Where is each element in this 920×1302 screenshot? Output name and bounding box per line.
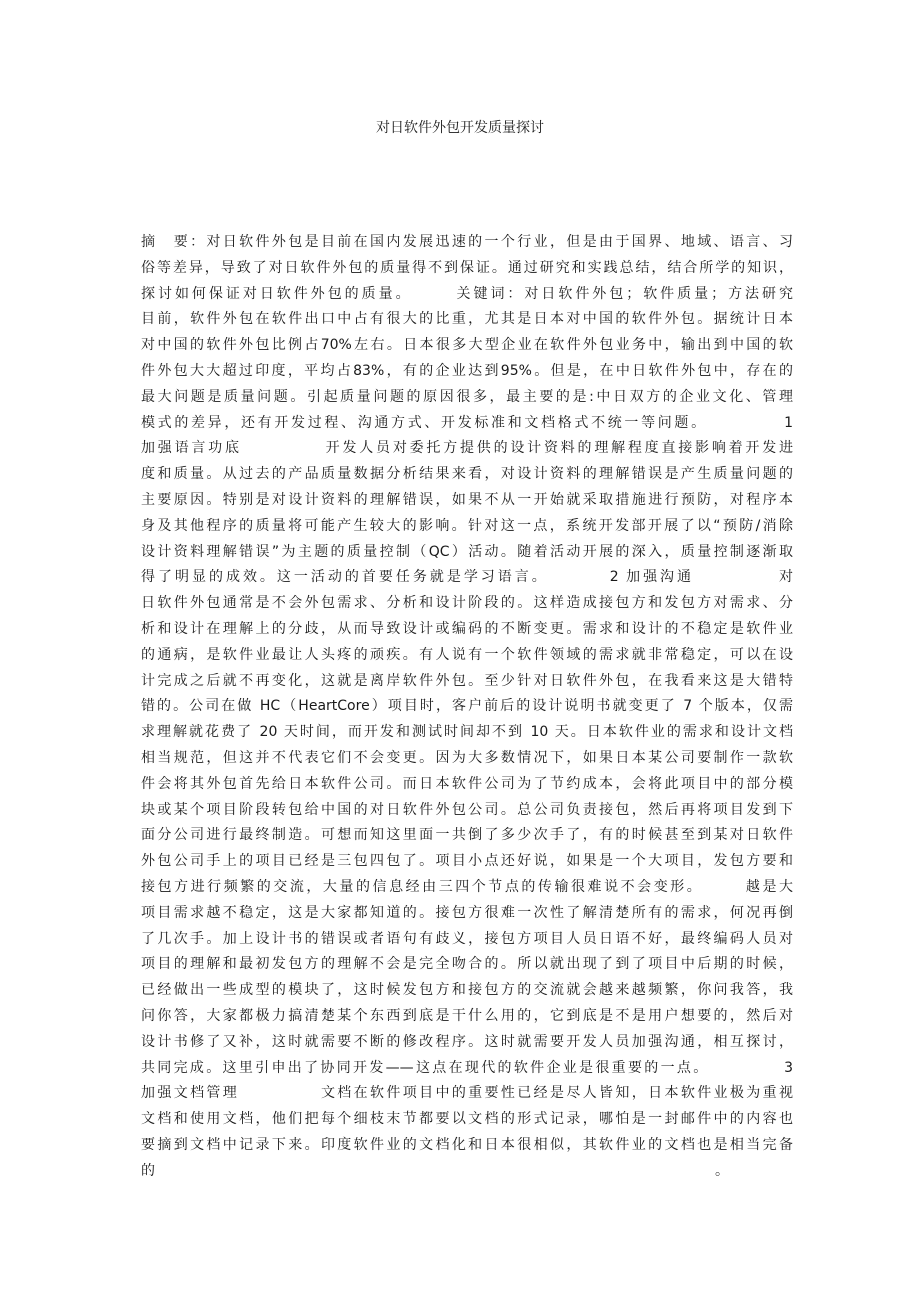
body-text-line: 件外包大大超过印度，平均占83%，有的企业达到95%。但是，在中日软件外包中，存在的 xyxy=(141,362,793,379)
body-text-line: 加强语言功底 开发人员对委托方提供的设计资料的理解程度直接影响着开发进 xyxy=(141,440,793,457)
body-text-line: 设计资料理解错误”为主题的质量控制（QC）活动。随着活动开展的深入，质量控制逐渐取 xyxy=(141,543,793,560)
body-text-line: 探讨如何保证对日软件外包的质量。 关键词：对日软件外包；软件质量；方法研究 xyxy=(141,285,793,302)
body-text-line: 目前，软件外包在软件出口中占有很大的比重，尤其是日本对中国的软件外包。据统计日本 xyxy=(141,311,793,328)
document-title: 对日软件外包开发质量探讨 xyxy=(376,120,544,136)
body-text-line: 外包公司手上的项目已经是三包四包了。项目小点还好说，如果是一个大项目，发包方要和 xyxy=(141,853,793,870)
body-text-line: 度和质量。从过去的产品质量数据分析结果来看，对设计资料的理解错误是产生质量问题的 xyxy=(141,466,793,483)
body-text-line: 主要原因。特别是对设计资料的理解错误，如果不从一开始就采取措施进行预防，对程序本 xyxy=(141,491,793,508)
body-text-line: 块或某个项目阶段转包给中国的对日软件外包公司。总公司负责接包，然后再将项目发到下 xyxy=(141,801,793,818)
body-text-line: 俗等差异，导致了对日软件外包的质量得不到保证。通过研究和实践总结，结合所学的知识， xyxy=(141,259,793,276)
body-text-line: 相当规范，但这并不代表它们不会变更。因为大多数情况下，如果日本某公司要制作一款软 xyxy=(141,749,793,766)
body-text-line: 摘 要：对日软件外包是目前在国内发展迅速的一个行业，但是由于国界、地域、语言、习 xyxy=(141,234,793,250)
body-text-line: 面分公司进行最终制造。可想而知这里面一共倒了多少次手了，有的时候甚至到某对日软件 xyxy=(141,827,793,844)
body-text-line: 项目的理解和最初发包方的理解不会是完全吻合的。所以就出现了到了项目中后期的时候， xyxy=(141,956,793,973)
body-text-line: 的通病，是软件业最让人头疼的顽疾。有人说有一个软件领域的需求就非常稳定，可以在设 xyxy=(141,646,793,663)
body-text-line: 项目需求越不稳定，这是大家都知道的。接包方很难一次性了解清楚所有的需求，何况再倒 xyxy=(141,904,793,921)
body-text-line: 日软件外包通常是不会外包需求、分析和设计阶段的。这样造成接包方和发包方对需求、分 xyxy=(141,595,793,612)
body-text-line: 要摘到文档中记录下来。印度软件业的文档化和日本很相似，其软件业的文档也是相当完备 xyxy=(141,1136,793,1153)
document-body xyxy=(141,230,793,1184)
body-text-line: 接包方进行频繁的交流，大量的信息经由三四个节点的传输很难说不会变形。 越是大 xyxy=(141,878,793,895)
body-text-line: 对中国的软件外包比例占70%左右。日本很多大型企业在软件外包业务中，输出到中国的软 xyxy=(141,337,793,354)
body-text-line: 设计书修了又补，这时就需要不断的修改程序。这时就需要开发人员加强沟通，相互探讨， xyxy=(141,1033,793,1050)
body-text-line: 错的。公司在做 HC（HeartCore）项目时，客户前后的设计说明书就变更了 7 个版本，仅需 xyxy=(141,698,793,715)
body-text-line: 的 。 xyxy=(141,1162,729,1179)
body-text-line: 加强文档管理 文档在软件项目中的重要性已经是尽人皆知，日本软件业极为重视 xyxy=(141,1085,793,1102)
body-text-line: 得了明显的成效。这一活动的首要任务就是学习语言。 2 加强沟通 对 xyxy=(141,569,793,586)
body-text-line: 模式的差异，还有开发过程、沟通方式、开发标准和文档格式不统一等问题。 1 xyxy=(141,414,793,431)
body-text-line: 共同完成。这里引申出了协同开发——这点在现代的软件企业是很重要的一点。 3 xyxy=(141,1059,793,1076)
body-text-line: 文档和使用文档，他们把每个细枝末节都要以文档的形式记录，哪怕是一封邮件中的内容也 xyxy=(141,1111,793,1128)
body-text-line: 析和设计在理解上的分歧，从而导致设计或编码的不断变更。需求和设计的不稳定是软件业 xyxy=(141,620,793,637)
body-text-line: 计完成之后就不再变化，这就是离岸软件外包。至少针对日软件外包，在我看来这是大错特 xyxy=(141,672,793,689)
body-text-line: 身及其他程序的质量将可能产生较大的影响。针对这一点，系统开发部开展了以“预防/消除 xyxy=(141,517,793,534)
body-text-line: 求理解就花费了 20 天时间，而开发和测试时间却不到 10 天。日本软件业的需求和设计文档 xyxy=(141,724,793,741)
body-text-line: 最大问题是质量问题。引起质量问题的原因很多，最主要的是:中日双方的企业文化、管理 xyxy=(141,388,793,405)
body-text-line: 件会将其外包首先给日本软件公司。而日本软件公司为了节约成本，会将此项目中的部分模 xyxy=(141,775,793,792)
body-text-line: 问你答，大家都极力搞清楚某个东西到底是干什么用的，它到底是不是用户想要的，然后对 xyxy=(141,1007,793,1024)
body-text-line: 已经做出一些成型的模块了，这时候发包方和接包方的交流就会越来越频繁，你问我答，我 xyxy=(141,982,793,999)
body-text-line: 了几次手。加上设计书的错误或者语句有歧义，接包方项目人员日语不好，最终编码人员对 xyxy=(141,930,793,947)
